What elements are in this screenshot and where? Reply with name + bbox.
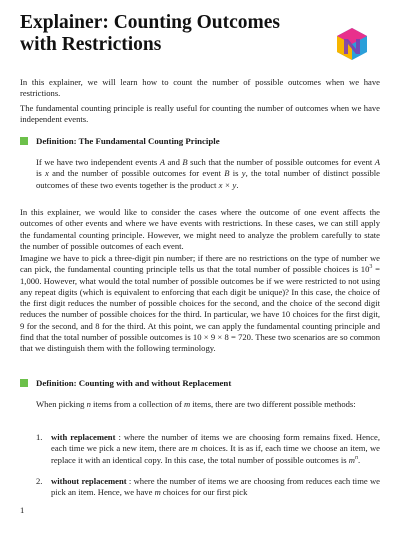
page-number: 1: [20, 505, 25, 515]
list-item: 2. without replacement : where the number of items we are choosing from reduces each time we pick an item. Hence, we have m choices for our first pick: [36, 475, 380, 498]
page-title: Explainer: Counting Outcomes with Restrictions: [20, 12, 281, 55]
definition-heading-fcp: [20, 135, 220, 147]
green-square-icon: [20, 137, 28, 145]
definition-heading-replacement: [20, 377, 231, 389]
nagwa-logo-icon: [335, 27, 369, 61]
definition-heading-text: Definition: Counting with and without Replacement: [36, 378, 232, 388]
definition-fcp-text: If we have two independent events A and B such that the number of possible outcomes for event A is x and the number of possible outcomes for event B is y, the total number of distinct possible outcomes of these two events together is the product x × y.: [36, 157, 380, 190]
list-item: 1. with replacement : where the number of items we are choosing form remains fixed. Hence, each time we pick a new item, there are m choices. It is as if, each time we choose an item, we replace it with an identical copy. In this case, the total number of possible outcomes is $m^n$.: [36, 432, 380, 465]
definition-replacement-intro: When picking n items from a collection of m items, there are two different possible methods:: [36, 399, 356, 409]
green-square-icon: [20, 379, 28, 387]
methods-list: [36, 432, 380, 498]
restrictions-paragraph: In this explainer, we would like to consider the cases where the outcome of one event affects the outcomes of other events and where we have events with restrictions. In these cases, we can still apply the fundamental counting principle. However, we might need to analyze the problem carefully to state the number of possible outcomes of each event.: [20, 207, 380, 251]
intro-paragraph: In this explainer, we will learn how to count the number of possible outcomes when we have restrictions.: [20, 77, 380, 99]
fcp-paragraph: The fundamental counting principle is really useful for counting the number of outcomes when we have independent events.: [20, 103, 380, 125]
definition-heading-text: Definition: The Fundamental Counting Principle: [36, 136, 220, 146]
pin-paragraph: Imagine we have to pick a three-digit pin number; if there are no restrictions on the type of number we can pick, the fundamental counting principle tells us that the total number of possible choices is $10^3 = 1,000$. However, what would the total number of possible outcomes be if we were restricted to not using any repeat digits (which is equivalent to enforcing that each digit be unique)? In this case, the choice of the first digit reduces the number of possible choices for the second, and the choice of the second digit reduces the number of possible choices for the third. In particular, we have 10 choices for the first digit, 9 for the second, and 8 for the third. At this point, we can apply the fundamental counting principle and find that the total number of possible outcomes is 10 × 9 × 8 = 720. These two scenarios are so common that we distinguish them with the following terminology.: [20, 253, 380, 354]
